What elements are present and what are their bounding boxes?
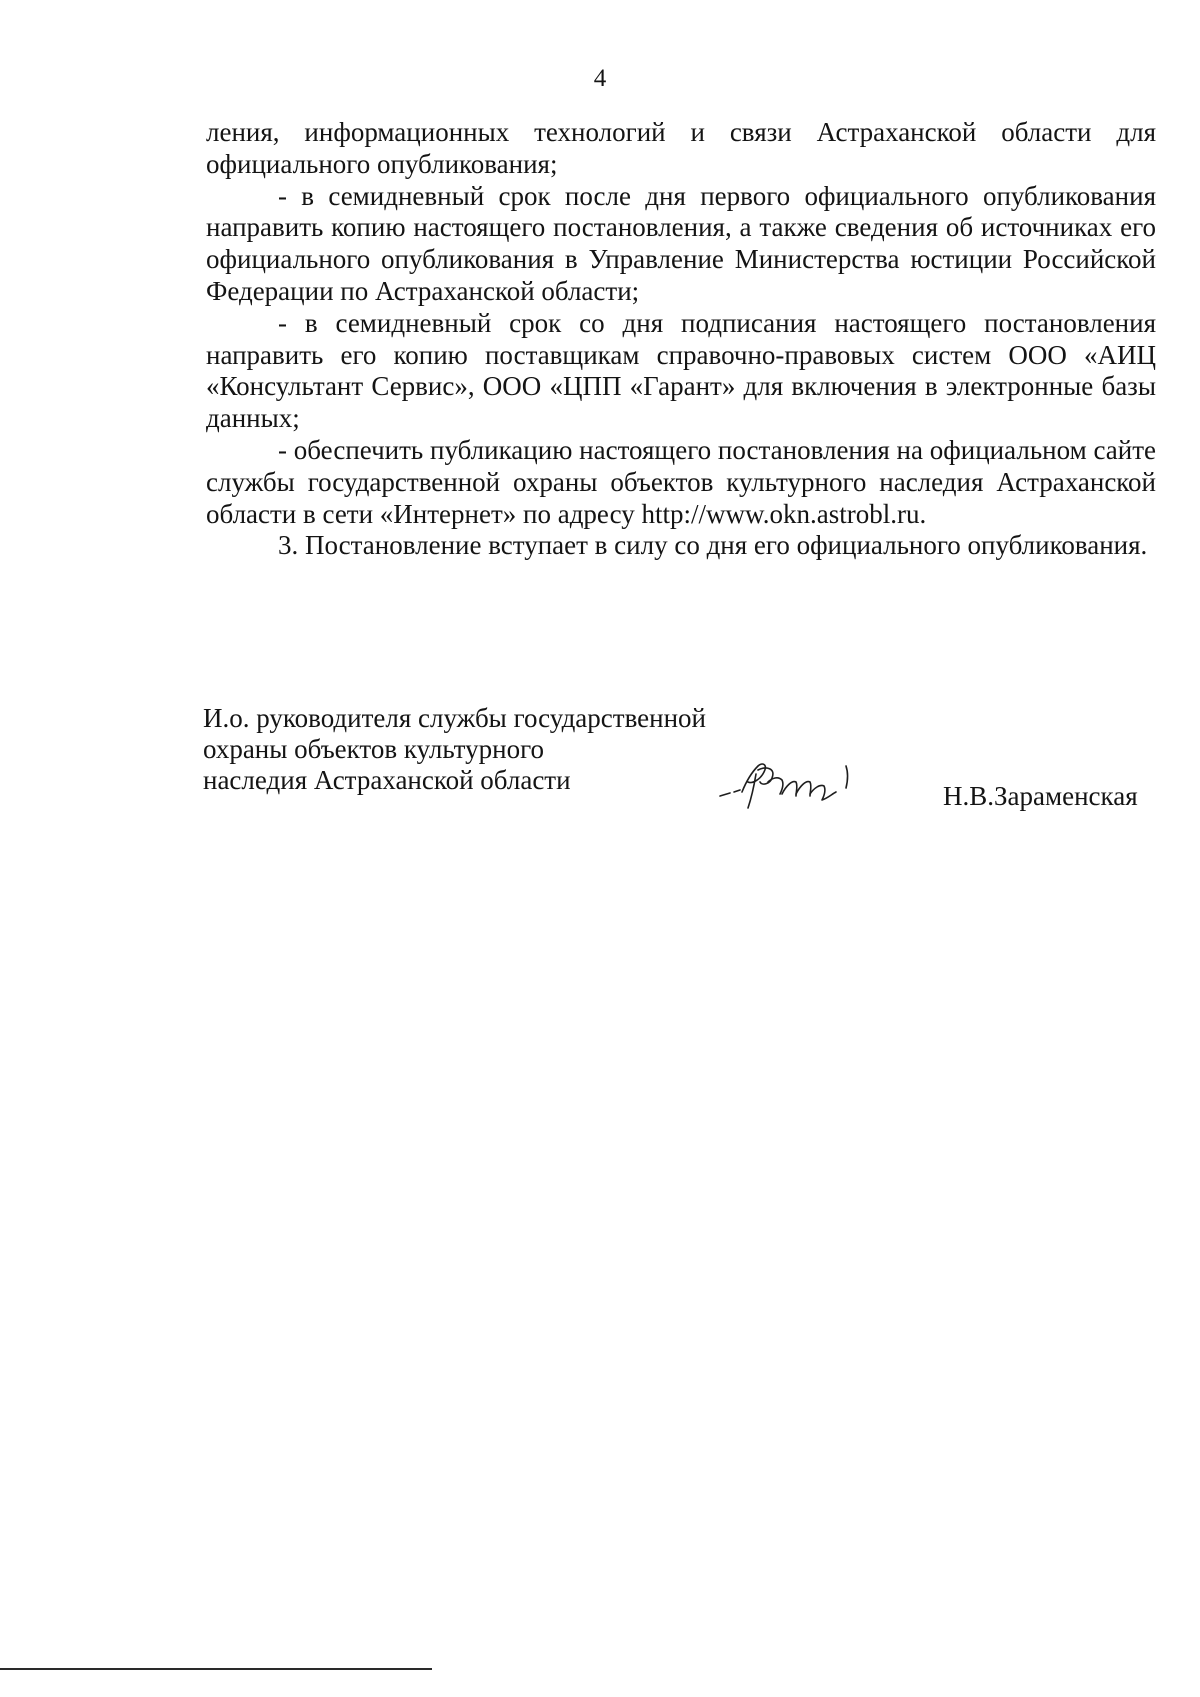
signatory-position-line: И.о. руководителя службы государственной bbox=[203, 703, 706, 733]
page-number: 4 bbox=[593, 65, 607, 92]
document-body bbox=[206, 117, 1156, 562]
footer-rule bbox=[0, 1668, 432, 1670]
signatory-position-line: охраны объектов культурного bbox=[203, 734, 544, 764]
signer-name: Н.В.Зараменская bbox=[943, 781, 1138, 811]
signatory-position bbox=[203, 703, 706, 796]
paragraph-continuation: ления, информационных технологий и связи Астраханской области для официального опубликования; bbox=[206, 117, 1156, 179]
paragraph-entry-into-force: 3. Постановление вступает в силу со дня его официального опубликования. bbox=[278, 530, 1148, 561]
paragraph-send-copy-ministry: - в семидневный срок после дня первого официального опубликования направить копию настоящего постановления, а также сведения об источниках его официального опубликования в Управление Министерства юстиции Российской Федерации по Астраханской области; bbox=[206, 180, 1156, 306]
paragraph-send-copy-legal-systems: - в семидневный срок со дня подписания настоящего постановления направить его копию поставщикам справочно-правовых систем ООО «АИЦ «Консультант Сервис», ООО «ЦПП «Гарант» для включения в электронные базы данных; bbox=[206, 307, 1156, 434]
signatory-position-line: наследия Астраханской области bbox=[203, 765, 571, 795]
handwritten-signature bbox=[712, 752, 872, 822]
paragraph-website-publication: - обеспечить публикацию настоящего постановления на официальном сайте службы государственной охраны объектов культурного наследия Астраханской области в сети «Интернет» по адресу http://www.okn.astrobl.ru. bbox=[206, 434, 1156, 529]
